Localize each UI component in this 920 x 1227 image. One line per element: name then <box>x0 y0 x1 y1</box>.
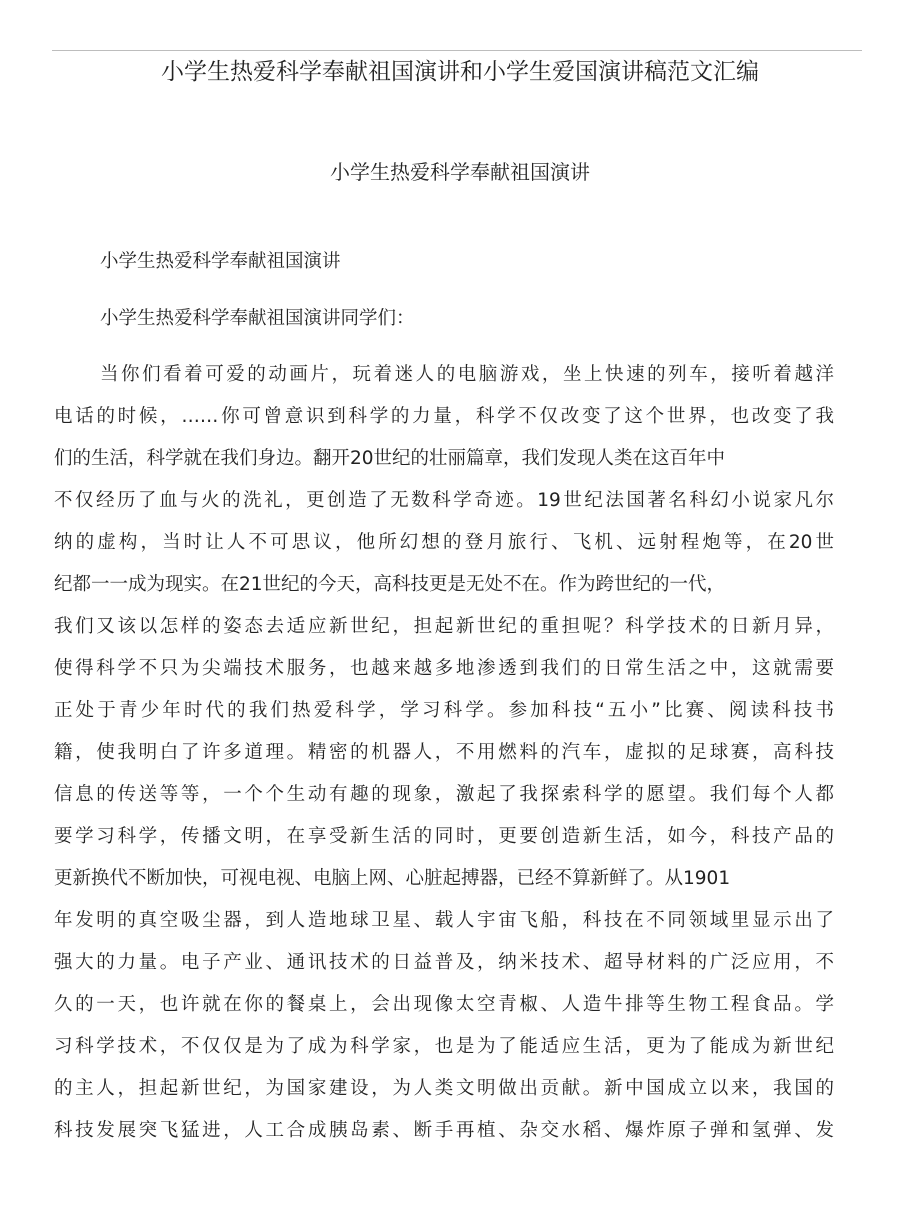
body-line: 纳的虚构，当时让人不可思议，他所幻想的登月旅行、飞机、远射程炮等，在20世 <box>54 532 834 553</box>
paragraph-greeting: 小学生热爱科学奉献祖国演讲同学们： <box>100 308 415 329</box>
body-line: 科技发展突飞猛进，人工合成胰岛素、断手再植、杂交水稻、爆炸原子弹和氢弹、发 <box>54 1120 834 1141</box>
body-line: 使得科学不只为尖端技术服务，也越来越多地渗透到我们的日常生活之中，这就需要 <box>54 658 834 679</box>
body-line: 信息的传送等等，一个个生动有趣的现象，激起了我探索科学的愿望。我们每个人都 <box>54 784 834 805</box>
body-line: 电话的时候，……你可曾意识到科学的力量，科学不仅改变了这个世界，也改变了我 <box>54 406 834 427</box>
body-line: 们的生活，科学就在我们身边。翻开20世纪的壮丽篇章，我们发现人类在这百年中 <box>54 448 726 469</box>
body-line: 久的一天，也许就在你的餐桌上，会出现像太空青椒、人造牛排等生物工程食品。学 <box>54 994 834 1015</box>
body-line: 要学习科学，传播文明，在享受新生活的同时，更要创造新生活，如今，科技产品的 <box>54 826 834 847</box>
paragraph-speech-title: 小学生热爱科学奉献祖国演讲 <box>100 251 341 272</box>
body-line: 更新换代不断加快，可视电视、电脑上网、心脏起搏器，已经不算新鲜了。从1901 <box>54 868 731 889</box>
body-line: 纪都一一成为现实。在21世纪的今天，高科技更是无处不在。作为跨世纪的一代， <box>54 574 726 595</box>
body-line: 不仅经历了血与火的洗礼，更创造了无数科学奇迹。19世纪法国著名科幻小说家凡尔 <box>54 490 834 511</box>
body-line: 习科学技术，不仅仅是为了成为科学家，也是为了能适应生活，更为了能成为新世纪 <box>54 1036 834 1057</box>
header-rule <box>52 50 862 51</box>
document-title: 小学生热爱科学奉献祖国演讲和小学生爱国演讲稿范文汇编 <box>161 59 759 85</box>
section-title: 小学生热爱科学奉献祖国演讲 <box>330 160 590 184</box>
body-line: 当你们看着可爱的动画片，玩着迷人的电脑游戏，坐上快速的列车，接听着越洋 <box>100 364 834 385</box>
body-line: 年发明的真空吸尘器，到人造地球卫星、载人宇宙飞船，科技在不同领域里显示出了 <box>54 910 834 931</box>
body-line: 正处于青少年时代的我们热爱科学，学习科学。参加科技“五小”比赛、阅读科技书 <box>54 700 834 721</box>
body-line: 的主人，担起新世纪，为国家建设，为人类文明做出贡献。新中国成立以来，我国的 <box>54 1078 834 1099</box>
body-line: 我们又该以怎样的姿态去适应新世纪，担起新世纪的重担呢？科学技术的日新月异， <box>54 616 834 637</box>
body-line: 强大的力量。电子产业、通讯技术的日益普及，纳米技术、超导材料的广泛应用，不 <box>54 952 834 973</box>
body-line: 籍，使我明白了许多道理。精密的机器人，不用燃料的汽车，虚拟的足球赛，高科技 <box>54 742 834 763</box>
